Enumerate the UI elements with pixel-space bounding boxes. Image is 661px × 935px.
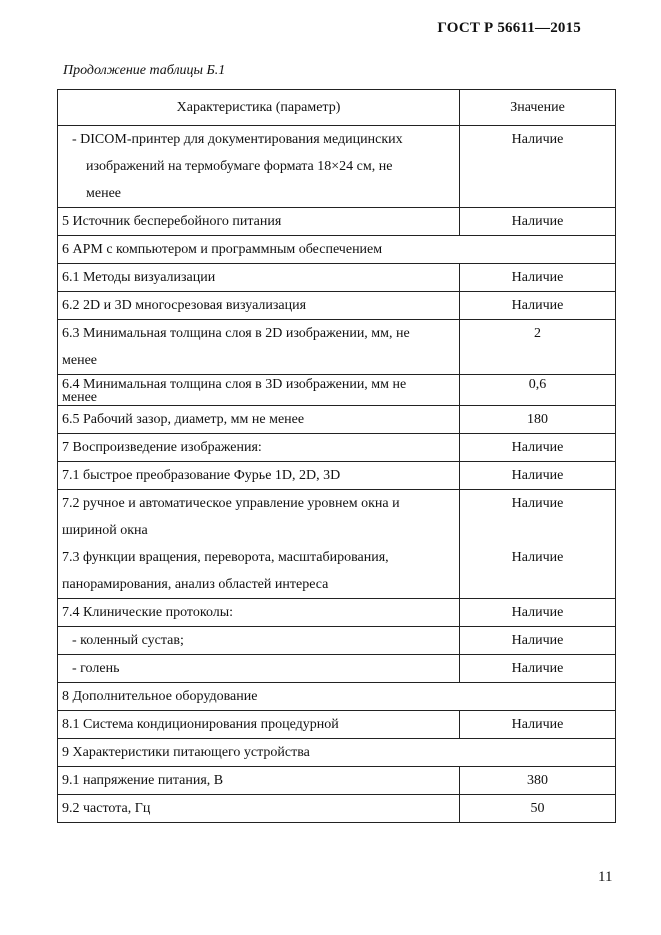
param-cell: - голень [58, 655, 460, 683]
value-cell: Наличие [460, 292, 616, 320]
value-cell: Наличие [460, 264, 616, 292]
table-row [58, 655, 616, 683]
table-row [58, 711, 616, 739]
table-row [58, 490, 616, 599]
param-cell: 7.4 Клинические протоколы: [58, 599, 460, 627]
table-row [58, 208, 616, 236]
param-cell: 8.1 Система кондиционирования процедурной [58, 711, 460, 739]
value-line: Наличие [511, 496, 564, 511]
value-cell: Наличие [460, 599, 616, 627]
table-header-row [58, 90, 616, 126]
table-row [58, 126, 616, 208]
param-line: панорамирования, анализ областей интереса [62, 577, 329, 592]
param-cell: 6.5 Рабочий зазор, диаметр, мм не менее [58, 406, 460, 434]
param-line: - DICOM-принтер для документирования медицинских [72, 132, 403, 147]
param-cell: 6.2 2D и 3D многосрезовая визуализация [58, 292, 460, 320]
section-row [58, 236, 616, 264]
value-cell: 2 [460, 320, 616, 375]
table-row [58, 795, 616, 823]
param-cell: 5 Источник бесперебойного питания [58, 208, 460, 236]
value-cell: Наличие [460, 126, 616, 208]
table-row [58, 406, 616, 434]
table-row [58, 627, 616, 655]
param-cell: 9.2 частота, Гц [58, 795, 460, 823]
value-cell [460, 490, 616, 599]
value-cell: 50 [460, 795, 616, 823]
table-row [58, 292, 616, 320]
param-line: 7.2 ручное и автоматическое управление уровнем окна и [62, 496, 400, 511]
section-row [58, 739, 616, 767]
value-cell: Наличие [460, 627, 616, 655]
param-line: 7.3 функции вращения, переворота, масштабирования, [62, 550, 389, 565]
param-line: шириной окна [62, 523, 148, 538]
value-line: Наличие [511, 550, 564, 565]
value-cell: Наличие [460, 462, 616, 490]
param-cell: 7 Воспроизведение изображения: [58, 434, 460, 462]
param-line: 6.3 Минимальная толщина слоя в 2D изображении, мм, не [62, 326, 410, 341]
param-cell: 9.1 напряжение питания, В [58, 767, 460, 795]
table-row [58, 434, 616, 462]
section-cell: 6 АРМ с компьютером и программным обеспечением [58, 236, 616, 264]
param-line: изображений на термобумаге формата 18×24 см, не [86, 159, 393, 174]
param-cell: - коленный сустав; [58, 627, 460, 655]
standard-id: ГОСТ Р 56611—2015 [437, 20, 581, 36]
section-cell: 8 Дополнительное оборудование [58, 683, 616, 711]
section-row [58, 683, 616, 711]
param-line: менее [86, 186, 121, 201]
value-cell: 180 [460, 406, 616, 434]
param-cell [58, 375, 460, 406]
value-cell: Наличие [460, 655, 616, 683]
param-line: менее [62, 390, 97, 405]
value-cell: 380 [460, 767, 616, 795]
spec-table [57, 89, 616, 823]
value-cell: Наличие [460, 208, 616, 236]
value-cell: 0,6 [460, 375, 616, 406]
value-cell: Наличие [460, 434, 616, 462]
param-line: менее [62, 353, 97, 368]
table-row [58, 462, 616, 490]
table-row [58, 320, 616, 375]
table-row [58, 264, 616, 292]
param-cell: 6.1 Методы визуализации [58, 264, 460, 292]
page-number: 11 [598, 869, 613, 885]
table-caption: Продолжение таблицы Б.1 [63, 63, 226, 78]
param-line: 6.4 Минимальная толщина слоя в 3D изображении, мм не [62, 377, 407, 392]
table-row [58, 599, 616, 627]
table-row [58, 767, 616, 795]
header-value: Значение [460, 90, 616, 126]
param-cell [58, 126, 460, 208]
param-cell [58, 320, 460, 375]
table-row [58, 375, 616, 406]
value-cell: Наличие [460, 711, 616, 739]
section-cell: 9 Характеристики питающего устройства [58, 739, 616, 767]
param-cell: 7.1 быстрое преобразование Фурье 1D, 2D, 3D [58, 462, 460, 490]
param-cell [58, 490, 460, 599]
header-param: Характеристика (параметр) [58, 90, 460, 126]
